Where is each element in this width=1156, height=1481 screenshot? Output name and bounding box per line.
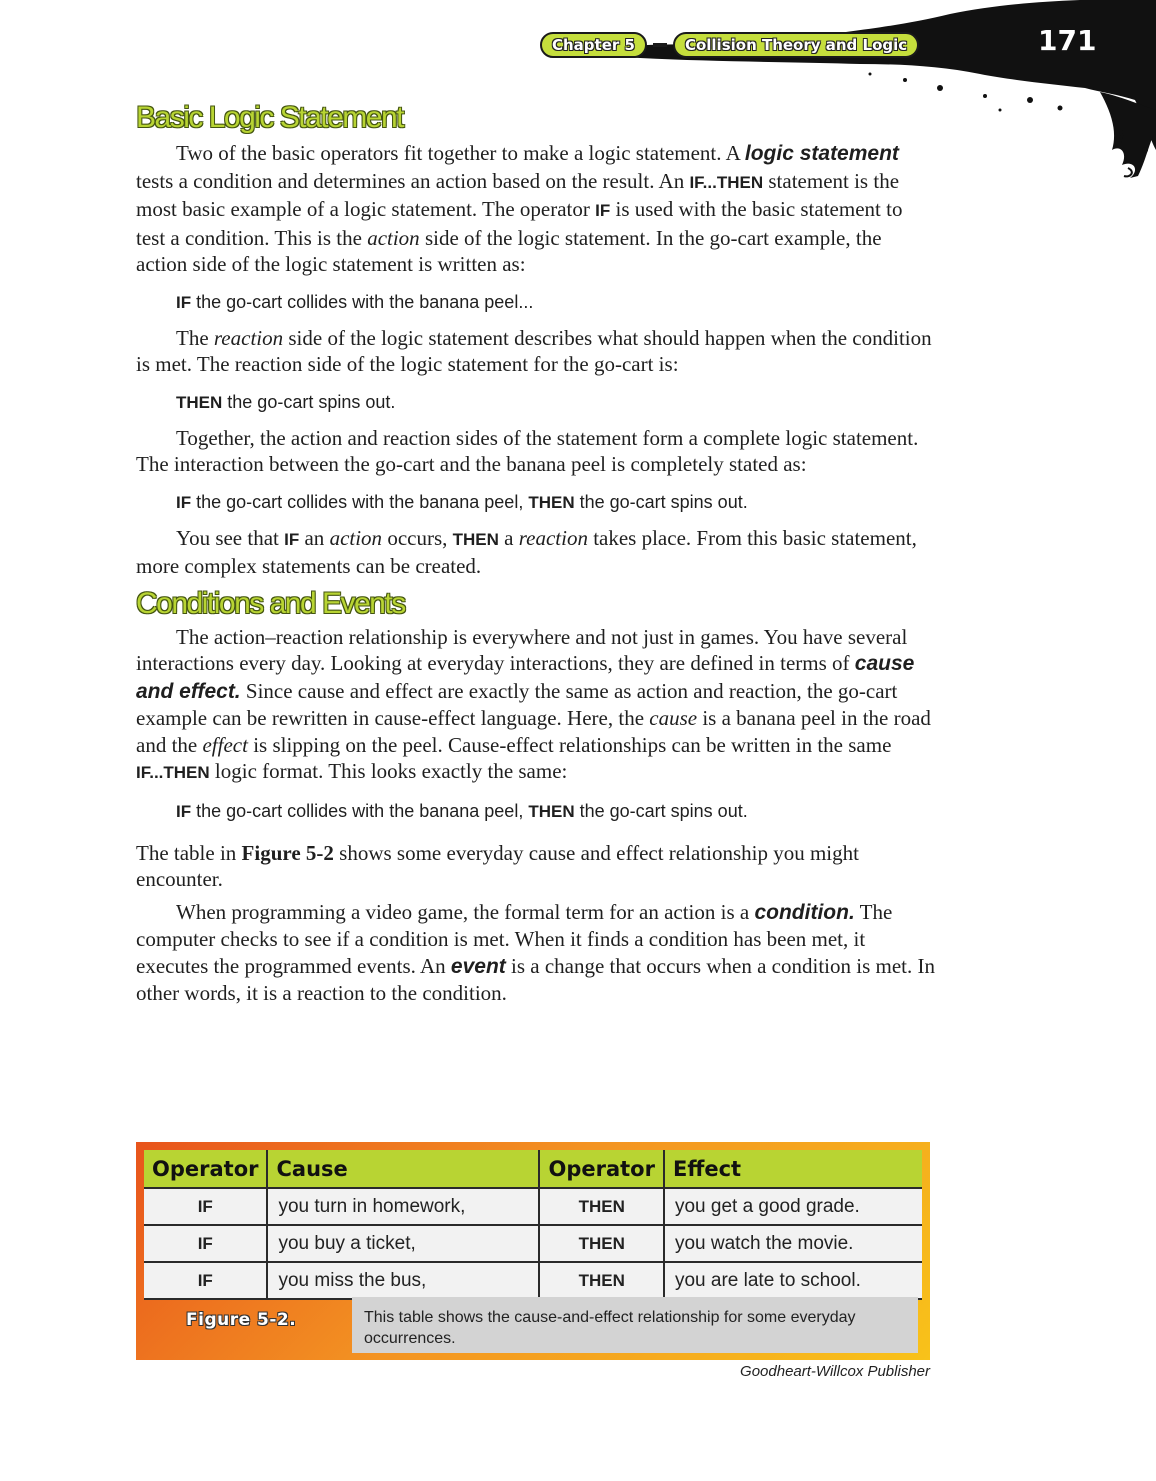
paragraph: When programming a video game, the formal term for an action is a condition. The computer checks to see if a condition is met. When it finds a condition has been met, it executes the programmed events. An event is a change that occurs when a condition is met. In other words, it is a reaction to the condition. [136, 899, 935, 1005]
table-header-row [144, 1150, 922, 1188]
table-cell: THEN [539, 1225, 663, 1262]
table-row [144, 1225, 922, 1262]
banner-divider [653, 43, 667, 47]
table-row [144, 1188, 922, 1225]
paragraph: You see that IF an action occurs, THEN a reaction takes place. From this basic statement, more complex statements can be created. [136, 525, 917, 578]
figure-label: Figure 5-2. [186, 1310, 297, 1330]
table-cell: you miss the bus, [267, 1262, 539, 1299]
paragraph: The reaction side of the logic statement describes what should happen when the condition is met. The reaction side of the logic statement for the go-cart is: [136, 325, 932, 376]
logic-example: IF the go-cart collides with the banana peel, THEN the go-cart spins out. [176, 491, 748, 512]
chapter-title: Collision Theory and Logic [673, 32, 919, 58]
table-cell: you are late to school. [664, 1262, 922, 1299]
figure-caption: This table shows the cause-and-effect relationship for some everyday occurrences. [352, 1297, 918, 1353]
paragraph: Two of the basic operators fit together to make a logic statement. A logic statement tests a condition and determines an action based on the result. An IF...THEN statement is the most basic example of a logic statement. The operator IF is used with the basic statement to test a condition. This is the action side of the logic statement. In the go-cart example, the action side of the logic statement is written as: [136, 141, 903, 276]
section-heading-conditions-events: Conditions and Events [136, 586, 405, 620]
paragraph: The table in Figure 5-2 shows some everyday cause and effect relationship you might encounter. [136, 840, 859, 891]
figure-5-2 [136, 1142, 930, 1360]
table-cell: you turn in homework, [267, 1188, 539, 1225]
column-header: Operator [144, 1150, 267, 1188]
column-header: Cause [267, 1150, 539, 1188]
section-heading-basic-logic: Basic Logic Statement [136, 101, 403, 134]
column-header: Effect [664, 1150, 922, 1188]
paragraph: The action–reaction relationship is everywhere and not just in games. You have several interactions every day. Looking at everyday interactions, they are defined in terms of cause and effect. Since cause and effect are exactly the same as action and reaction, the go-cart example can be rewritten in cause-effect language. Here, the cause is a banana peel in the road and the effect is slipping on the peel. Cause-effect relationships can be written in the same IF...THEN logic format. This looks exactly the same: [136, 624, 931, 783]
table-cell: THEN [539, 1188, 663, 1225]
table-cell: you watch the movie. [664, 1225, 922, 1262]
table-cell: IF [144, 1188, 267, 1225]
publisher-credit: Goodheart-Willcox Publisher [740, 1363, 930, 1380]
table-cell: IF [144, 1262, 267, 1299]
logic-example: IF the go-cart collides with the banana peel, THEN the go-cart spins out. [176, 800, 748, 821]
cause-effect-table [144, 1150, 922, 1300]
page-number: 171 [1038, 24, 1097, 57]
table-row [144, 1262, 922, 1299]
table-cell: you get a good grade. [664, 1188, 922, 1225]
paragraph: Together, the action and reaction sides of the statement form a complete logic statement. The interaction between the go-cart and the banana peel is completely stated as: [136, 425, 919, 476]
table-cell: THEN [539, 1262, 663, 1299]
logic-example: IF the go-cart collides with the banana peel... [176, 291, 534, 312]
logic-example: THEN the go-cart spins out. [176, 391, 396, 412]
chapter-banner [540, 30, 919, 60]
table-cell: you buy a ticket, [267, 1225, 539, 1262]
column-header: Operator [539, 1150, 663, 1188]
chapter-label: Chapter 5 [540, 32, 647, 58]
table-cell: IF [144, 1225, 267, 1262]
main-content [136, 100, 936, 1007]
